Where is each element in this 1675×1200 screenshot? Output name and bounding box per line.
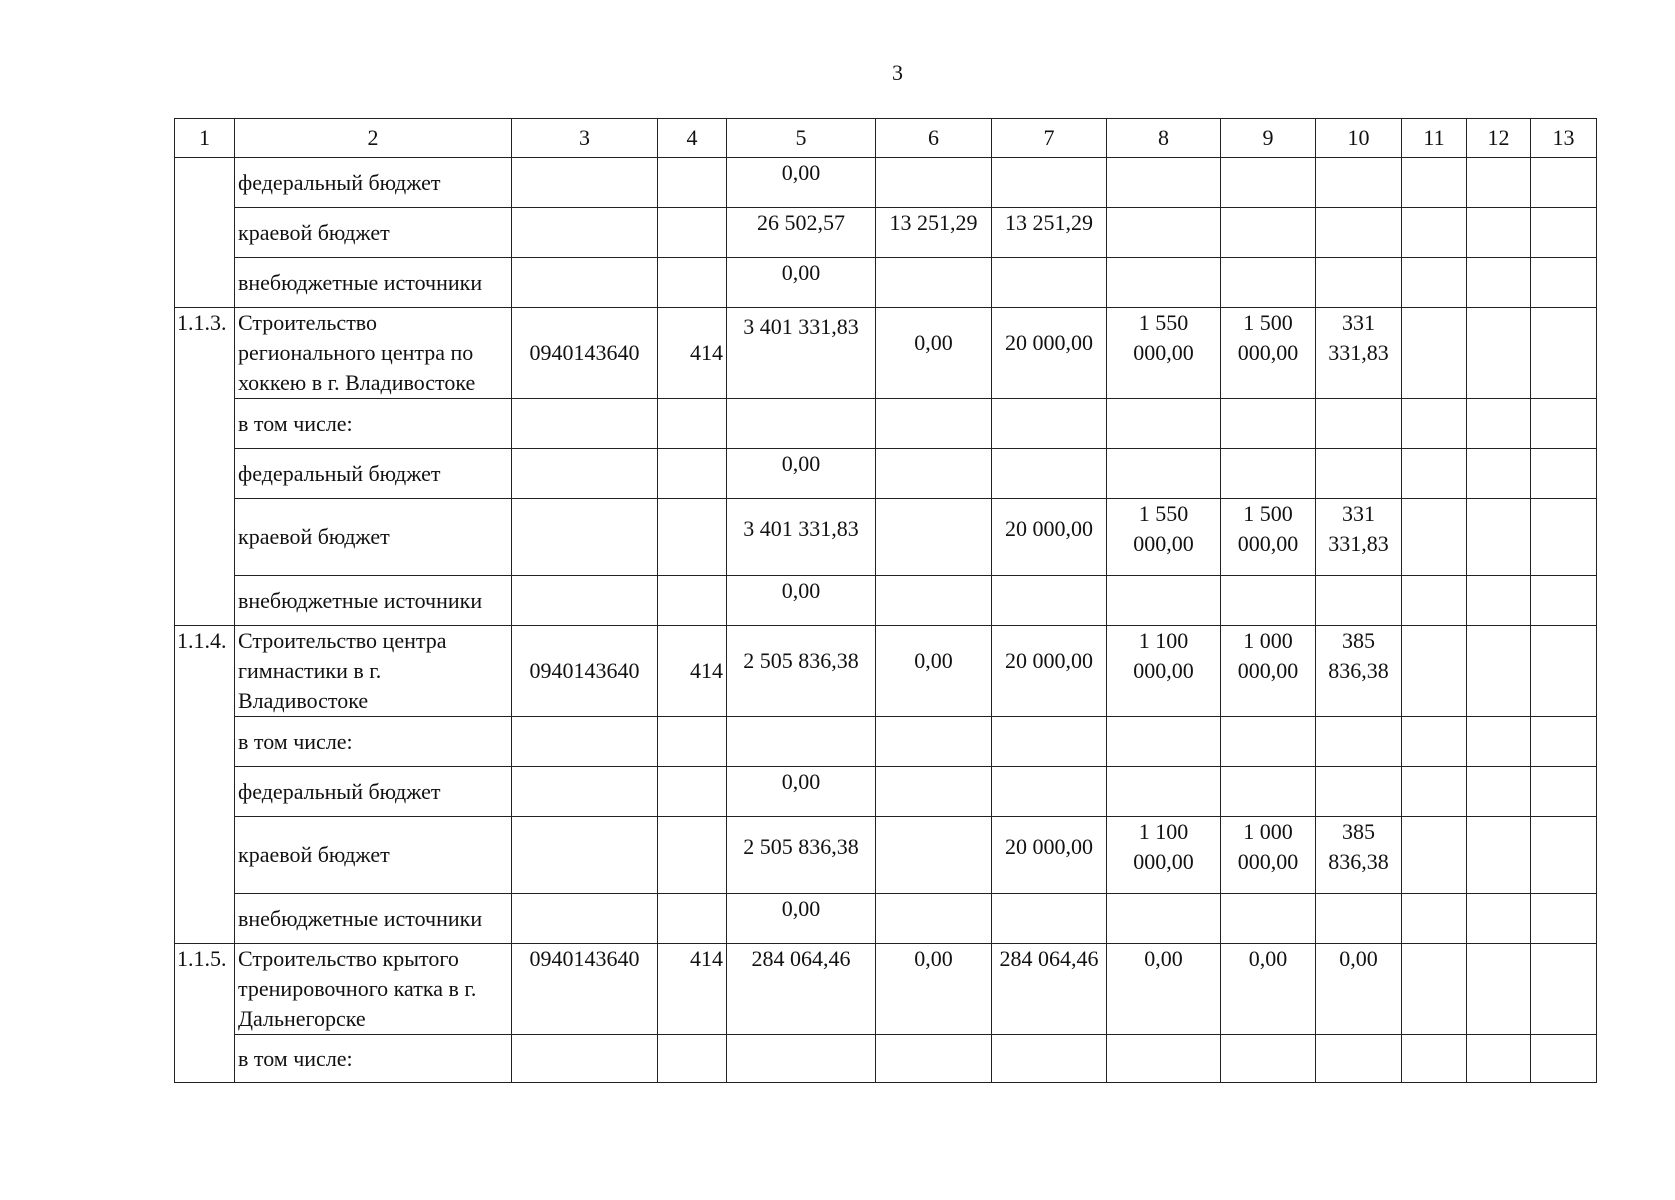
cell-col6 <box>876 449 992 499</box>
cell-col10: 0,00 <box>1316 944 1402 1035</box>
row-name: внебюджетные источники <box>235 894 512 944</box>
cell-type <box>658 449 727 499</box>
cell-col12 <box>1467 894 1531 944</box>
cell-total: 3 401 331,83 <box>727 308 876 399</box>
header-cell: 6 <box>876 119 992 158</box>
cell-col11 <box>1402 944 1467 1035</box>
cell-col12 <box>1467 208 1531 258</box>
table-row <box>175 449 1597 499</box>
cell-col9: 1 000 000,00 <box>1221 626 1316 717</box>
cell-type <box>658 158 727 208</box>
row-name: в том числе: <box>235 717 512 767</box>
cell-col12 <box>1467 158 1531 208</box>
header-cell: 9 <box>1221 119 1316 158</box>
cell-col11 <box>1402 499 1467 576</box>
cell-col9 <box>1221 1035 1316 1083</box>
cell-col11 <box>1402 399 1467 449</box>
row-name: федеральный бюджет <box>235 767 512 817</box>
cell-col12 <box>1467 499 1531 576</box>
cell-col13 <box>1531 717 1597 767</box>
cell-code <box>512 894 658 944</box>
header-cell: 2 <box>235 119 512 158</box>
cell-col9 <box>1221 158 1316 208</box>
cell-col12 <box>1467 767 1531 817</box>
header-row <box>175 119 1597 158</box>
cell-type <box>658 208 727 258</box>
cell-code <box>512 499 658 576</box>
cell-col12 <box>1467 717 1531 767</box>
cell-col7 <box>992 399 1107 449</box>
cell-total <box>727 717 876 767</box>
cell-col13 <box>1531 1035 1597 1083</box>
cell-total: 0,00 <box>727 767 876 817</box>
header-cell: 3 <box>512 119 658 158</box>
cell-col6 <box>876 158 992 208</box>
cell-col11 <box>1402 208 1467 258</box>
cell-total <box>727 1035 876 1083</box>
cell-col13 <box>1531 208 1597 258</box>
cell-code <box>512 208 658 258</box>
cell-col12 <box>1467 449 1531 499</box>
cell-col9 <box>1221 717 1316 767</box>
cell-col8: 1 550 000,00 <box>1107 308 1221 399</box>
header-cell: 5 <box>727 119 876 158</box>
cell-code <box>512 767 658 817</box>
cell-col12 <box>1467 576 1531 626</box>
cell-col9 <box>1221 894 1316 944</box>
cell-col13 <box>1531 576 1597 626</box>
header-cell: 1 <box>175 119 235 158</box>
header-cell: 11 <box>1402 119 1467 158</box>
cell-total: 2 505 836,38 <box>727 626 876 717</box>
cell-total <box>727 399 876 449</box>
cell-code <box>512 399 658 449</box>
cell-col10 <box>1316 258 1402 308</box>
table-row <box>175 717 1597 767</box>
row-number: 1.1.4. <box>175 626 235 944</box>
cell-code <box>512 258 658 308</box>
table-row <box>175 767 1597 817</box>
cell-col10 <box>1316 717 1402 767</box>
cell-col6 <box>876 576 992 626</box>
cell-type <box>658 894 727 944</box>
table-row <box>175 158 1597 208</box>
cell-col10 <box>1316 576 1402 626</box>
header-cell: 12 <box>1467 119 1531 158</box>
table-row <box>175 626 1597 717</box>
cell-total: 3 401 331,83 <box>727 499 876 576</box>
cell-type <box>658 717 727 767</box>
cell-col10 <box>1316 399 1402 449</box>
table-row <box>175 1035 1597 1083</box>
row-name: внебюджетные источники <box>235 258 512 308</box>
cell-col8 <box>1107 1035 1221 1083</box>
cell-col7 <box>992 576 1107 626</box>
cell-col8 <box>1107 399 1221 449</box>
cell-col6 <box>876 1035 992 1083</box>
cell-col10: 385 836,38 <box>1316 626 1402 717</box>
cell-col9 <box>1221 208 1316 258</box>
cell-col13 <box>1531 626 1597 717</box>
cell-col11 <box>1402 894 1467 944</box>
cell-col8 <box>1107 258 1221 308</box>
cell-col13 <box>1531 817 1597 894</box>
cell-col8 <box>1107 158 1221 208</box>
cell-col8: 0,00 <box>1107 944 1221 1035</box>
cell-col9 <box>1221 399 1316 449</box>
cell-col7 <box>992 1035 1107 1083</box>
cell-col12 <box>1467 308 1531 399</box>
cell-col10: 331 331,83 <box>1316 499 1402 576</box>
cell-col6 <box>876 894 992 944</box>
table-row <box>175 894 1597 944</box>
table-row <box>175 208 1597 258</box>
cell-col11 <box>1402 626 1467 717</box>
cell-type: 414 <box>658 308 727 399</box>
cell-col6: 0,00 <box>876 626 992 717</box>
cell-type <box>658 1035 727 1083</box>
table-row <box>175 308 1597 399</box>
cell-col7 <box>992 158 1107 208</box>
cell-type <box>658 258 727 308</box>
cell-col13 <box>1531 944 1597 1035</box>
cell-col7 <box>992 767 1107 817</box>
cell-col13 <box>1531 499 1597 576</box>
cell-col12 <box>1467 258 1531 308</box>
cell-col13 <box>1531 894 1597 944</box>
cell-col13 <box>1531 399 1597 449</box>
cell-col11 <box>1402 576 1467 626</box>
budget-table <box>174 118 1597 1083</box>
row-name: внебюджетные источники <box>235 576 512 626</box>
cell-col10 <box>1316 158 1402 208</box>
cell-col8 <box>1107 208 1221 258</box>
cell-col10 <box>1316 1035 1402 1083</box>
cell-total: 0,00 <box>727 894 876 944</box>
cell-col7: 20 000,00 <box>992 308 1107 399</box>
cell-total: 0,00 <box>727 258 876 308</box>
row-name: Строительство крытого тренировочного катка в г. Дальнегорске <box>235 944 512 1035</box>
cell-col10 <box>1316 449 1402 499</box>
cell-col6 <box>876 499 992 576</box>
cell-col12 <box>1467 626 1531 717</box>
cell-col12 <box>1467 944 1531 1035</box>
cell-col9 <box>1221 767 1316 817</box>
row-name: краевой бюджет <box>235 817 512 894</box>
header-cell: 7 <box>992 119 1107 158</box>
cell-col13 <box>1531 767 1597 817</box>
cell-col7: 20 000,00 <box>992 499 1107 576</box>
table-row <box>175 817 1597 894</box>
cell-col10 <box>1316 208 1402 258</box>
cell-col7: 284 064,46 <box>992 944 1107 1035</box>
row-number: 1.1.3. <box>175 308 235 626</box>
cell-type <box>658 767 727 817</box>
cell-col10: 331 331,83 <box>1316 308 1402 399</box>
cell-col10: 385 836,38 <box>1316 817 1402 894</box>
table-row <box>175 258 1597 308</box>
cell-type <box>658 576 727 626</box>
cell-total: 26 502,57 <box>727 208 876 258</box>
row-number: 1.1.5. <box>175 944 235 1083</box>
row-name: федеральный бюджет <box>235 449 512 499</box>
cell-col13 <box>1531 449 1597 499</box>
cell-type <box>658 399 727 449</box>
row-name: федеральный бюджет <box>235 158 512 208</box>
cell-col8 <box>1107 894 1221 944</box>
cell-col7 <box>992 449 1107 499</box>
cell-code <box>512 576 658 626</box>
cell-col8 <box>1107 717 1221 767</box>
cell-col6 <box>876 817 992 894</box>
cell-type <box>658 817 727 894</box>
cell-col8: 1 100 000,00 <box>1107 817 1221 894</box>
cell-col7: 13 251,29 <box>992 208 1107 258</box>
cell-col6 <box>876 717 992 767</box>
cell-col11 <box>1402 817 1467 894</box>
cell-col13 <box>1531 158 1597 208</box>
cell-total: 284 064,46 <box>727 944 876 1035</box>
cell-col8 <box>1107 576 1221 626</box>
cell-col13 <box>1531 308 1597 399</box>
cell-code <box>512 817 658 894</box>
cell-col11 <box>1402 1035 1467 1083</box>
cell-total: 0,00 <box>727 449 876 499</box>
row-name: в том числе: <box>235 1035 512 1083</box>
cell-col11 <box>1402 308 1467 399</box>
cell-code <box>512 717 658 767</box>
cell-col8: 1 550 000,00 <box>1107 499 1221 576</box>
cell-type <box>658 499 727 576</box>
cell-col6 <box>876 767 992 817</box>
cell-col11 <box>1402 158 1467 208</box>
cell-type: 414 <box>658 626 727 717</box>
header-cell: 13 <box>1531 119 1597 158</box>
page-number: 3 <box>892 60 903 85</box>
cell-col7 <box>992 717 1107 767</box>
cell-col9: 1 500 000,00 <box>1221 499 1316 576</box>
cell-col6: 13 251,29 <box>876 208 992 258</box>
cell-total: 2 505 836,38 <box>727 817 876 894</box>
cell-total: 0,00 <box>727 158 876 208</box>
cell-code <box>512 1035 658 1083</box>
row-name: краевой бюджет <box>235 499 512 576</box>
cell-col11 <box>1402 258 1467 308</box>
cell-col7 <box>992 258 1107 308</box>
table-row <box>175 944 1597 1035</box>
cell-col6: 0,00 <box>876 308 992 399</box>
table-row <box>175 399 1597 449</box>
cell-col9 <box>1221 576 1316 626</box>
cell-col6 <box>876 399 992 449</box>
cell-col10 <box>1316 767 1402 817</box>
cell-total: 0,00 <box>727 576 876 626</box>
cell-code <box>512 449 658 499</box>
table-row <box>175 576 1597 626</box>
row-name: Строительство регионального центра по хоккею в г. Владивостоке <box>235 308 512 399</box>
cell-col7: 20 000,00 <box>992 817 1107 894</box>
cell-col9: 1 500 000,00 <box>1221 308 1316 399</box>
cell-code <box>512 158 658 208</box>
row-name: краевой бюджет <box>235 208 512 258</box>
header-cell: 10 <box>1316 119 1402 158</box>
header-cell: 8 <box>1107 119 1221 158</box>
cell-col13 <box>1531 258 1597 308</box>
cell-code: 0940143640 <box>512 626 658 717</box>
cell-type: 414 <box>658 944 727 1035</box>
cell-col9 <box>1221 258 1316 308</box>
cell-col12 <box>1467 399 1531 449</box>
cell-col12 <box>1467 817 1531 894</box>
cell-col8 <box>1107 767 1221 817</box>
cell-col9: 1 000 000,00 <box>1221 817 1316 894</box>
cell-col8 <box>1107 449 1221 499</box>
cell-col6: 0,00 <box>876 944 992 1035</box>
cell-col7: 20 000,00 <box>992 626 1107 717</box>
cell-col12 <box>1467 1035 1531 1083</box>
cell-code: 0940143640 <box>512 944 658 1035</box>
table-row <box>175 499 1597 576</box>
cell-col7 <box>992 894 1107 944</box>
cell-col11 <box>1402 717 1467 767</box>
cell-col11 <box>1402 767 1467 817</box>
cell-col9: 0,00 <box>1221 944 1316 1035</box>
cell-col6 <box>876 258 992 308</box>
cell-col9 <box>1221 449 1316 499</box>
header-cell: 4 <box>658 119 727 158</box>
row-number <box>175 158 235 308</box>
cell-code: 0940143640 <box>512 308 658 399</box>
cell-col8: 1 100 000,00 <box>1107 626 1221 717</box>
cell-col11 <box>1402 449 1467 499</box>
row-name: в том числе: <box>235 399 512 449</box>
cell-col10 <box>1316 894 1402 944</box>
row-name: Строительство центра гимнастики в г. Владивостоке <box>235 626 512 717</box>
